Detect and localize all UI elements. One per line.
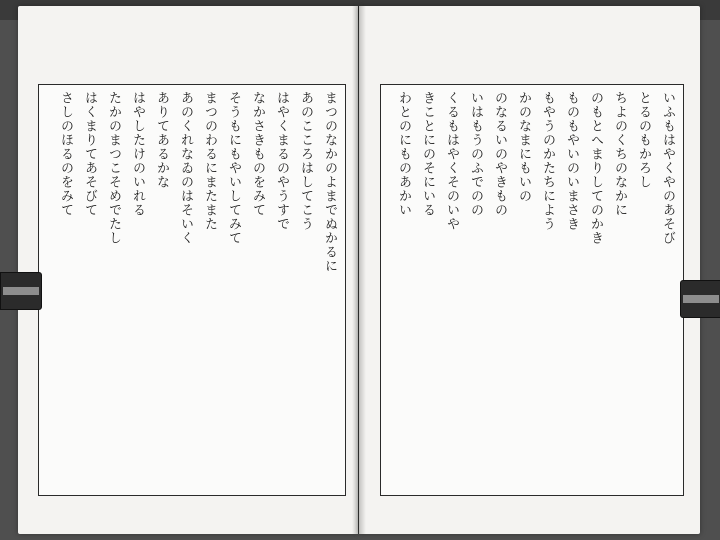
text-column: なかさきものをみて — [250, 91, 265, 217]
text-column: ものもやいのいまさき — [564, 91, 579, 231]
page-clip-left — [0, 272, 42, 310]
text-column: たかのまつこそめでたし — [106, 91, 121, 245]
text-column: いふもはやくやのあそび — [660, 91, 675, 245]
text-column: かのなまにもいの — [516, 91, 531, 203]
left-text-frame — [38, 84, 346, 496]
text-column: ちよのくちのなかに — [612, 91, 627, 217]
text-column: まつのなかのよまでぬかるに — [322, 91, 337, 273]
text-column: はやくまるのやうすで — [274, 91, 289, 231]
book-gutter — [352, 6, 366, 534]
text-column: のなるいのやきもの — [492, 91, 507, 217]
text-column: そうもにもやいしてみて — [226, 91, 241, 245]
text-column: わとのにものあかい — [396, 91, 411, 217]
text-column: はくまりてあそびて — [82, 91, 97, 217]
text-column: とるのもかろし — [636, 91, 651, 189]
text-column: あのこころはしてこう — [298, 91, 313, 231]
text-column: あのくれなゐのはそいく — [178, 91, 193, 245]
clip-band — [3, 287, 39, 295]
text-column: いはもうのふでのの — [468, 91, 483, 217]
text-column: はやしたけのいれる — [130, 91, 145, 217]
text-column: くるもはやくそのいや — [444, 91, 459, 231]
text-column: きことにのそにいる — [420, 91, 435, 217]
text-column: まつのわるにまたまた — [202, 91, 217, 231]
text-column: もやうのかたちによう — [540, 91, 555, 231]
text-column: ありてあるかな — [154, 91, 169, 189]
text-column: のもとへまりしてのかき — [588, 91, 603, 245]
clip-band — [683, 295, 719, 303]
text-column: さしのほるのをみて — [58, 91, 73, 217]
page-clip-right — [680, 280, 720, 318]
right-text-frame — [380, 84, 684, 496]
